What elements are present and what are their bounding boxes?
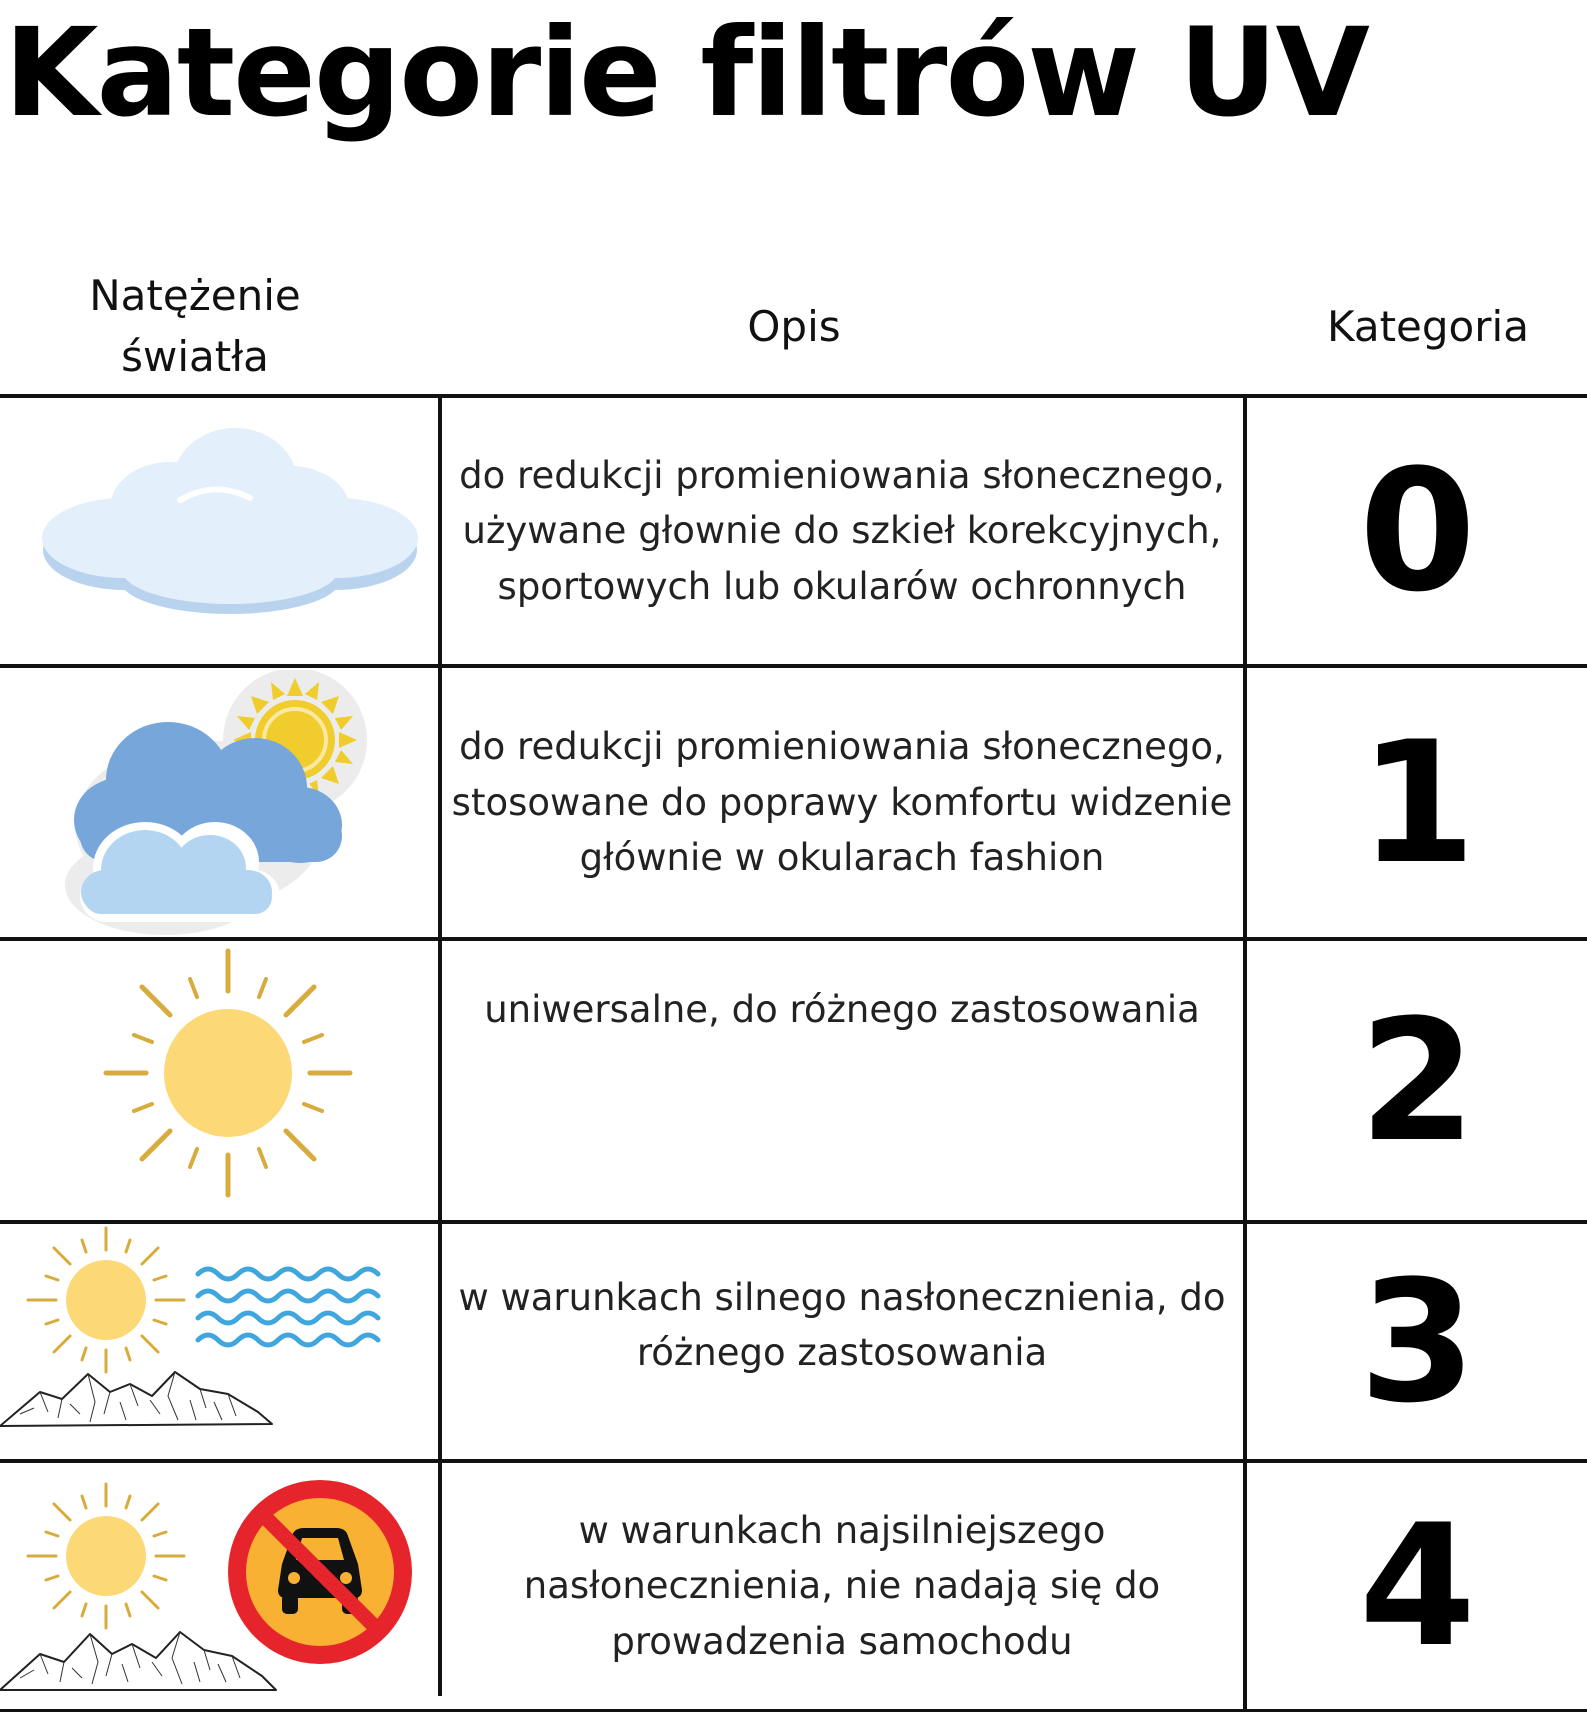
page-title: Kategorie filtrów UV xyxy=(4,2,1368,144)
partly-cloudy-icon xyxy=(60,670,400,935)
category-number: 3 xyxy=(1359,1243,1476,1440)
column-divider-right xyxy=(1243,396,1247,1711)
row-description: w warunkach najsilniejszego nasłonecznienia, nie nadają się do prowadzenia samochodu xyxy=(523,1508,1161,1663)
header-category: Kategoria xyxy=(1327,302,1529,351)
category-number: 2 xyxy=(1359,982,1476,1179)
category-number: 4 xyxy=(1359,1488,1476,1684)
row-description: do redukcji promieniowania słonecznego, używane głownie do szkieł korekcyjnych, sportowych lub okularów ochronnych xyxy=(459,453,1225,608)
row-description: do redukcji promieniowania słonecznego, stosowane do poprawy komfortu widzenie głównie w okularach fashion xyxy=(451,725,1233,880)
row-description: w warunkach silnego nasłonecznienia, do różnego zastosowania xyxy=(458,1275,1226,1374)
header-description: Opis xyxy=(747,302,841,351)
sun-water-mountains-icon xyxy=(0,1224,430,1456)
cloud-icon xyxy=(30,420,430,620)
category-number: 1 xyxy=(1359,704,1476,901)
row-description: uniwersalne, do różnego zastosowania xyxy=(484,988,1200,1031)
header-intensity: Natężenie światła xyxy=(89,271,301,381)
sun-mountains-no-driving-icon xyxy=(0,1464,430,1708)
category-number: 0 xyxy=(1359,433,1476,629)
table-bottom-border xyxy=(0,1709,1587,1712)
sun-icon xyxy=(98,948,358,1198)
